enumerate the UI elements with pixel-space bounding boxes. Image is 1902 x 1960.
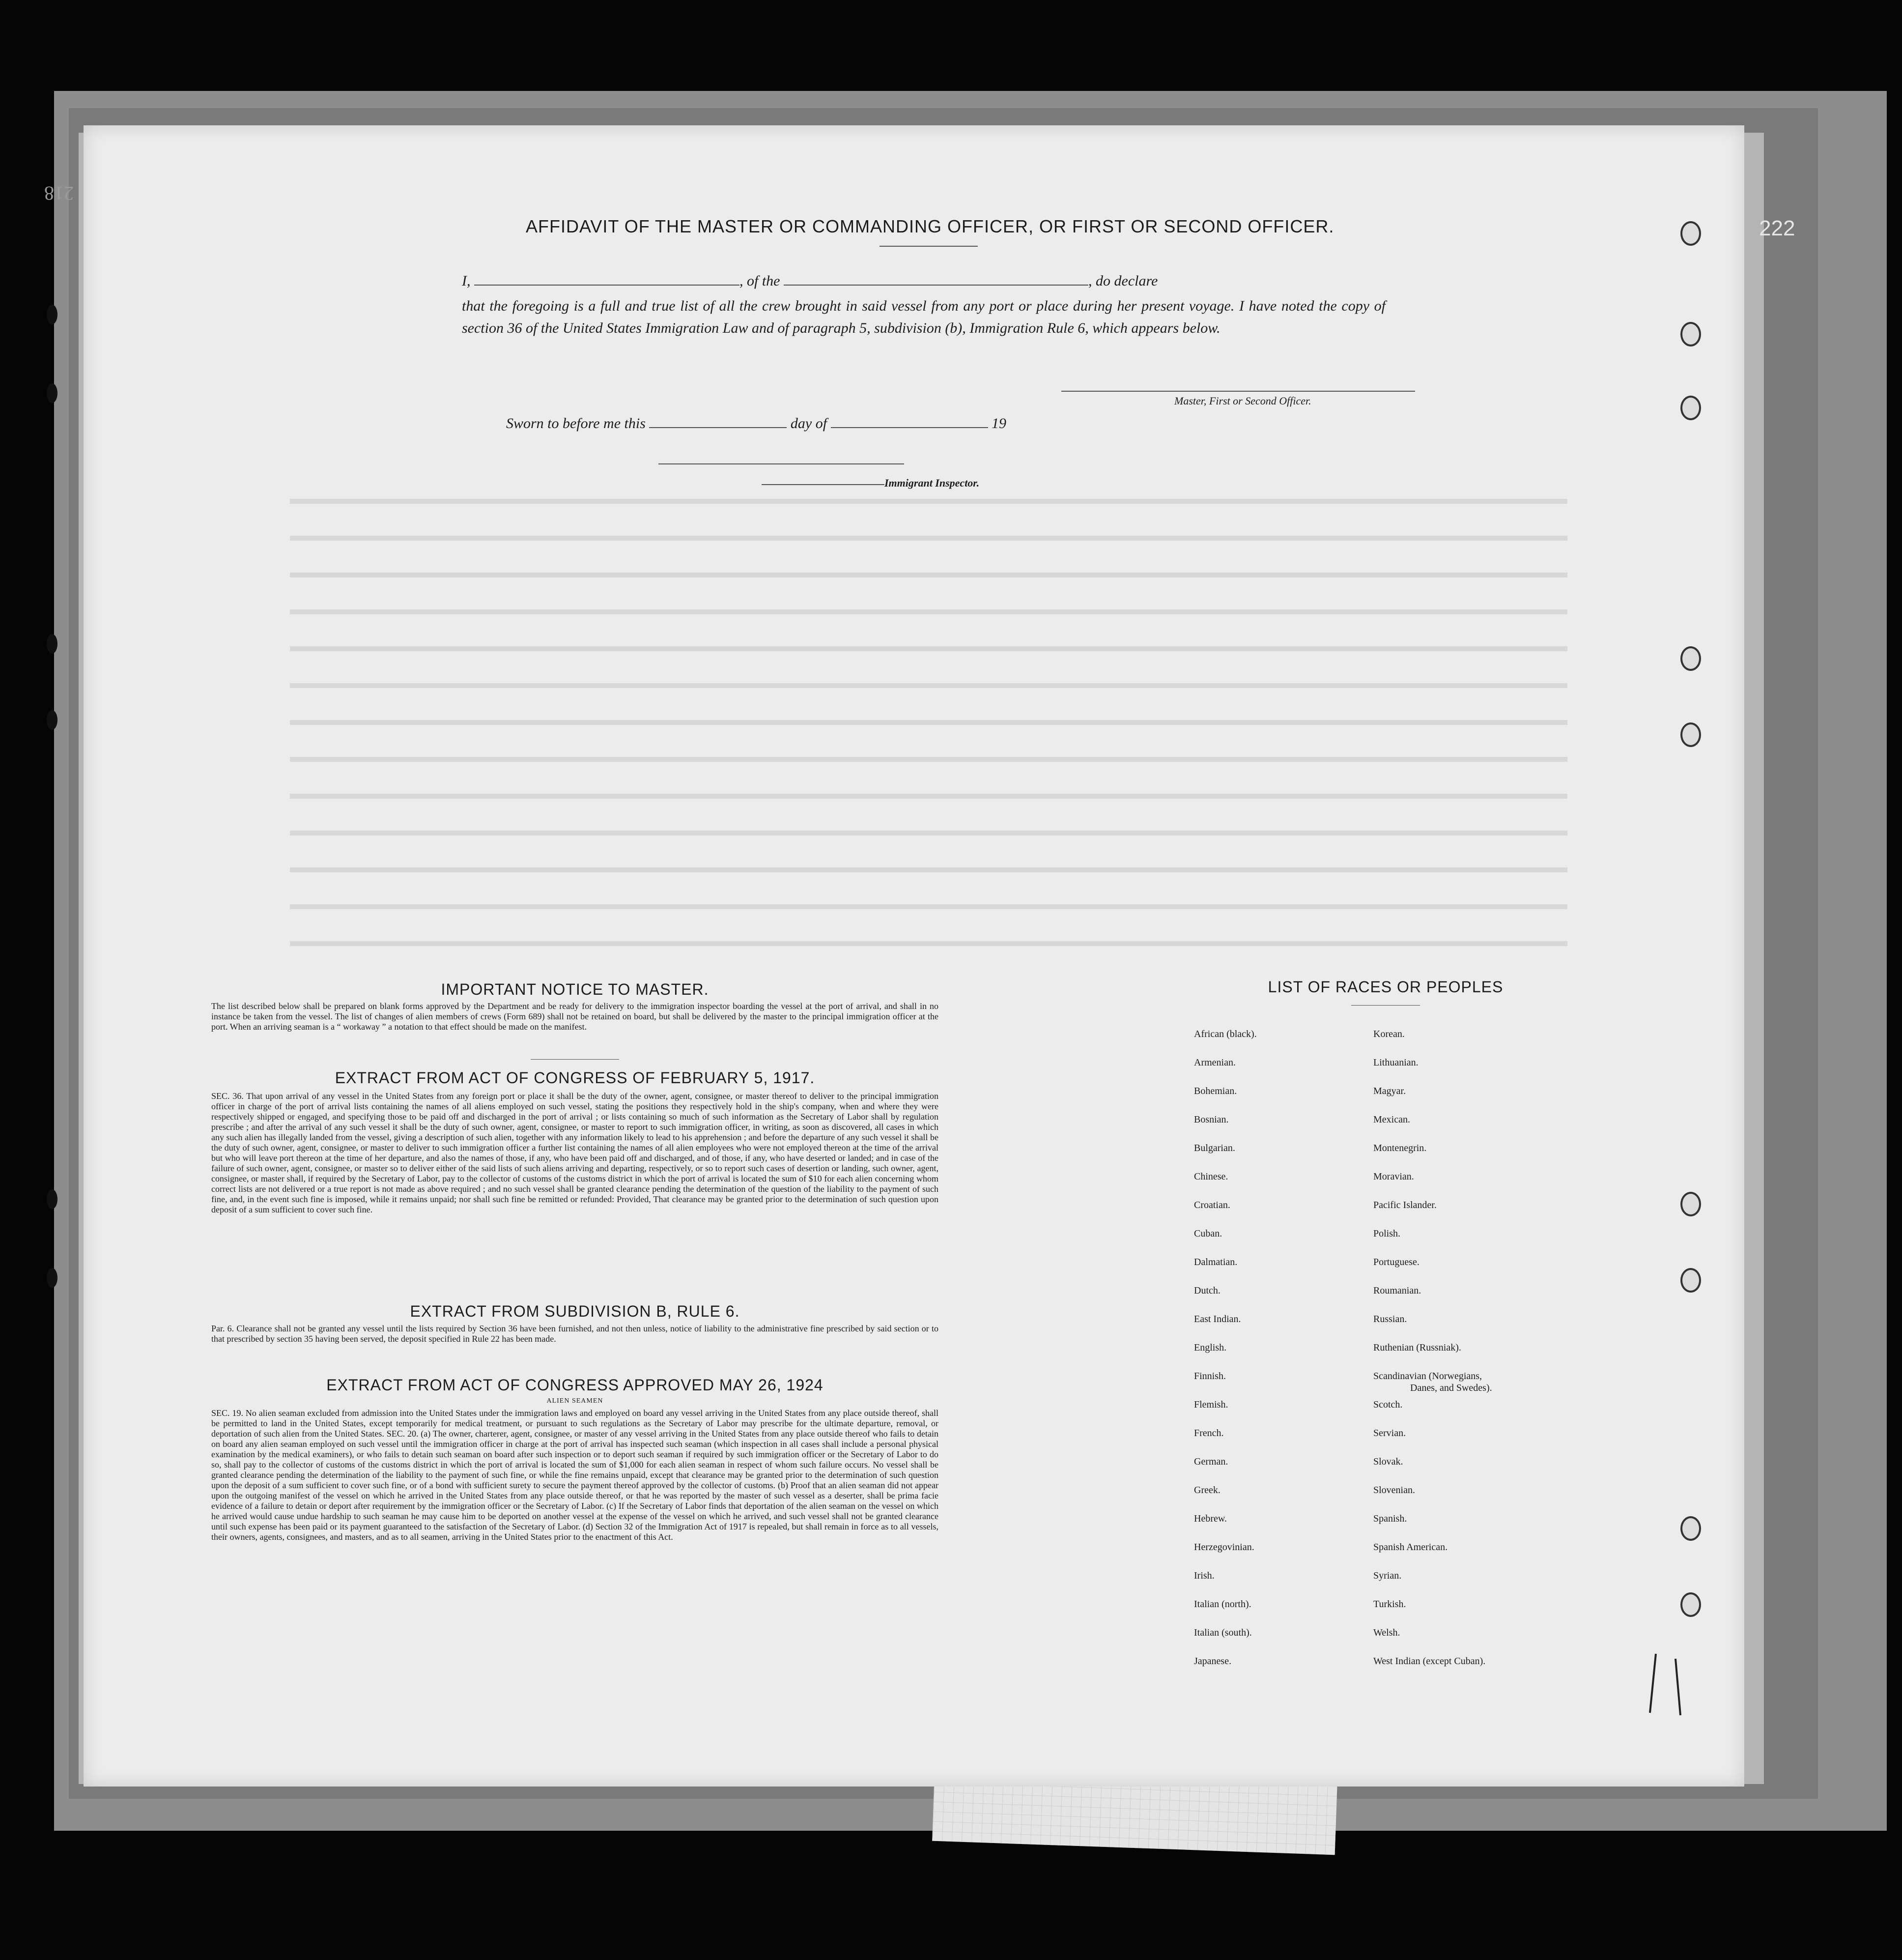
- race-right-item: Scandinavian (Norwegians,: [1373, 1371, 1482, 1382]
- race-right-item: Roumanian.: [1373, 1285, 1421, 1296]
- race-left-item: Chinese.: [1194, 1171, 1228, 1182]
- notice-text: The list described below shall be prepared on blank forms approved by the Department and be ready for delivery to the immigration inspector boarding the vessel at the port of arrival, and shall in no instance be taken from the vessel. The list of changes of alien members of crews (Form 689) shall not be retained on board, but shall be delivered by the master to the principal immigration officer at the port. When an arriving seaman is a “ workaway ” a notation to that effect should be made on the manifest.: [211, 1001, 938, 1032]
- binder-hole-icon: [1680, 322, 1701, 346]
- declaration-i: I,: [462, 273, 471, 289]
- race-right-item: Mexican.: [1373, 1114, 1410, 1125]
- declaration-of-the: , of the: [739, 273, 780, 289]
- race-right-item: Slovenian.: [1373, 1485, 1415, 1496]
- binding-clip-icon: [47, 710, 57, 730]
- race-left-item: Bulgarian.: [1194, 1143, 1235, 1153]
- race-left-item: Irish.: [1194, 1570, 1215, 1581]
- race-right-item: Scotch.: [1373, 1399, 1403, 1410]
- race-left-item: African (black).: [1194, 1029, 1257, 1039]
- race-left-item: Italian (south).: [1194, 1627, 1252, 1638]
- race-right-item: Korean.: [1373, 1029, 1405, 1039]
- ghost-row: [290, 794, 1567, 799]
- act-1924-text: SEC. 19. No alien seaman excluded from admission into the United States under the immigration laws and employed on board any vessel arriving in the United States from any place outside thereof, shall be permitted to land in the United States, except temporarily for medical treatment, or pursuant to such regulations as the Secretary of Labor may prescribe for the ultimate departure, removal, or deportation of such alien from the United States. SEC. 20. (a) The owner, charterer, agent, consignee, or master of any vessel arriving in the United States from any place outside thereof who fails to detain on board any alien seaman employed on such vessel until the immigration officer in charge at the port of arrival has inspected such seaman (which inspection in all cases shall include a personal physical examination by the medical examiners), or who fails to detain such seaman on board after such inspection or to deport such seaman if required by such immigration officer or the Secretary of Labor to do so, shall pay to the collector of customs of the customs district in which the port of arrival is located the sum of $1,000 for each alien seaman in respect of whom such failure occurs. No vessel shall be granted clearance pending the determination of the liability to the payment of such fine, or while the fine remains unpaid, except that clearance may be granted prior to the determination of such question upon the deposit of a sum sufficient to cover such fine, or of a bond with sufficient surety to secure the payment thereof approved by the collector of customs. (b) Proof that an alien seaman did not appear upon the outgoing manifest of the vessel on which he arrived in the United States from any place outside thereof, or that he was reported by the master of such vessel as a deserter, shall be prima facie evidence of a failure to detain or deport after requirement by the immigration officer or the Secretary of Labor. (c) If the Secretary of Labor finds that deportation of the alien seaman on the vessel on which he arrived would cause undue hardship to such seaman he may cause him to be deported on another vessel at the expense of the vessel on which he arrived, and such vessel shall not be granted clearance until such expense has been paid or its payment guaranteed to the satisfaction of the Secretary of Labor. (d) Section 32 of the Immigration Act of 1917 is repealed, but shall remain in force as to all vessels, their owners, agents, consignees, and masters, and as to all seamen, arriving in the United States prior to the enactment of this Act.: [211, 1408, 938, 1542]
- faint-stamp-number: 218: [44, 182, 74, 204]
- binder-hole-icon: [1680, 396, 1701, 420]
- notice-title: IMPORTANT NOTICE TO MASTER.: [441, 980, 709, 998]
- race-left-item: Japanese.: [1194, 1656, 1232, 1667]
- binder-hole-icon: [1680, 722, 1701, 747]
- race-left-item: Flemish.: [1194, 1399, 1228, 1410]
- race-right-item: Welsh.: [1373, 1627, 1400, 1638]
- declarant-name-blank: [474, 285, 739, 286]
- form-page: [84, 125, 1744, 1787]
- race-right-item: Servian.: [1373, 1428, 1406, 1439]
- subdivision-b-title: EXTRACT FROM SUBDIVISION B, RULE 6.: [410, 1302, 740, 1320]
- race-left-item: Hebrew.: [1194, 1513, 1227, 1524]
- ghost-row: [290, 904, 1567, 909]
- binder-hole-icon: [1680, 1592, 1701, 1617]
- ghost-row: [290, 609, 1567, 614]
- race-left-item: Cuban.: [1194, 1228, 1222, 1239]
- race-right-item: Lithuanian.: [1373, 1057, 1419, 1068]
- ghost-row: [290, 941, 1567, 946]
- race-right-item: Slovak.: [1373, 1456, 1403, 1467]
- race-right-item: Spanish American.: [1373, 1542, 1448, 1553]
- page-number: 222: [1759, 216, 1795, 240]
- binder-hole-icon: [1680, 1516, 1701, 1541]
- binding-clip-icon: [47, 383, 57, 403]
- race-left-item: English.: [1194, 1342, 1227, 1353]
- ghost-row: [290, 646, 1567, 651]
- race-right-item: Montenegrin.: [1373, 1143, 1427, 1153]
- ghost-row: [290, 499, 1567, 504]
- binder-hole-icon: [1680, 1268, 1701, 1293]
- race-right-item: Pacific Islander.: [1373, 1200, 1437, 1211]
- vessel-name-blank: [784, 285, 1088, 286]
- affidavit-title: AFFIDAVIT OF THE MASTER OR COMMANDING OFFICER, OR FIRST OR SECOND OFFICER.: [526, 216, 1334, 236]
- ghost-row: [290, 720, 1567, 725]
- ghost-row: [290, 683, 1567, 688]
- race-left-item: Dutch.: [1194, 1285, 1221, 1296]
- ghost-row: [290, 831, 1567, 836]
- sworn-month-blank: [831, 427, 988, 428]
- race-right-item: Spanish.: [1373, 1513, 1407, 1524]
- divider: [531, 1059, 619, 1060]
- races-title: LIST OF RACES OR PEOPLES: [1268, 978, 1504, 996]
- binding-clip-icon: [47, 1268, 57, 1288]
- race-left-item: Bosnian.: [1194, 1114, 1229, 1125]
- inspector-short-line: [762, 484, 884, 485]
- race-left-item: East Indian.: [1194, 1314, 1241, 1325]
- race-left-item: French.: [1194, 1428, 1224, 1439]
- race-left-item: Bohemian.: [1194, 1086, 1237, 1096]
- subdivision-b-text: Par. 6. Clearance shall not be granted any vessel until the lists required by Section 36 have been furnished, and not then unless, notice of liability to the administrative fine prescribed by said section or to that prescribed by section 35 having been served, the deposit specified in Rule 22 has been made.: [211, 1324, 938, 1344]
- ghost-row: [290, 536, 1567, 541]
- race-left-item: Herzegovinian.: [1194, 1542, 1254, 1553]
- sworn-day-blank: [649, 427, 787, 428]
- race-left-item: Greek.: [1194, 1485, 1221, 1496]
- binding-clip-icon: [47, 1189, 57, 1209]
- race-left-item: Armenian.: [1194, 1057, 1236, 1068]
- race-right-item: West Indian (except Cuban).: [1373, 1656, 1486, 1667]
- race-left-item: Croatian.: [1194, 1200, 1230, 1211]
- affidavit-declaration-line: [462, 273, 1158, 289]
- race-right-item: Moravian.: [1373, 1171, 1414, 1182]
- race-right-item: Syrian.: [1373, 1570, 1402, 1581]
- signature-label: Master, First or Second Officer.: [1174, 395, 1311, 407]
- race-left-item: Italian (north).: [1194, 1599, 1251, 1610]
- race-right-item: Turkish.: [1373, 1599, 1406, 1610]
- signature-line: [1061, 391, 1415, 392]
- sworn-day-of: day of: [790, 415, 827, 432]
- ghost-row: [290, 573, 1567, 577]
- handwritten-tick-marks: [1646, 1649, 1690, 1718]
- inspector-signature-line: [658, 463, 904, 464]
- binding-clip-icon: [47, 634, 57, 654]
- race-left-item: Finnish.: [1194, 1371, 1226, 1382]
- sworn-year: 19: [992, 415, 1007, 432]
- race-right-item: Magyar.: [1373, 1086, 1406, 1096]
- act-1924-title: EXTRACT FROM ACT OF CONGRESS APPROVED MAY 26, 1924: [326, 1376, 823, 1394]
- affidavit-paragraph: that the foregoing is a full and true list of all the crew brought in said vessel from any port or place during her present voyage. I have noted the copy of section 36 of the United States Immigration Law and of paragraph 5, subdivision (b), Immigration Rule 6, which appears below.: [462, 298, 1386, 336]
- act-1924-subtitle: ALIEN SEAMEN: [546, 1397, 603, 1405]
- binding-clip-icon: [47, 305, 57, 324]
- inspector-label: Immigrant Inspector.: [884, 477, 980, 489]
- race-left-item: German.: [1194, 1456, 1228, 1467]
- divider: [1351, 1005, 1420, 1006]
- binder-hole-icon: [1680, 646, 1701, 671]
- sworn-prefix: Sworn to before me this: [506, 415, 646, 432]
- binder-hole-icon: [1680, 221, 1701, 246]
- race-right-item: Ruthenian (Russniak).: [1373, 1342, 1461, 1353]
- race-left-item: Dalmatian.: [1194, 1257, 1238, 1268]
- race-right-item-continued: Danes, and Swedes).: [1410, 1383, 1492, 1393]
- sworn-statement: [506, 415, 1006, 432]
- ghost-row: [290, 867, 1567, 872]
- ghost-row: [290, 757, 1567, 762]
- act-1917-text: SEC. 36. That upon arrival of any vessel in the United States from any foreign port or place it shall be the duty of the owner, agent, consignee, or master thereof to deliver to the principal immigration officer in charge of the port of arrival lists containing the names of all aliens employed on such vessel, stating the positions they respectively hold in the ship's company, when and where they were respectively shipped or engaged, and specifying those to be paid off and discharged in the port of arrival ; or lists containing so much of such information as the Secretary of Labor shall by regulation prescribe ; and after the arrival of any such vessel it shall be the duty of such owner, agent, consignee, or master to report to such immigration officer, in writing, as soon as discovered, all cases in which any such alien has illegally landed from the vessel, giving a description of such alien, together with any information likely to lead to his apprehension ; and before the departure of any such vessel it shall be the duty of such owner, agent, consignee, or master to deliver to such immigration officer a further list containing the names of all alien employees who were not employed thereon at the time of the arrival but who will leave port thereon at the time of her departure, and also the names of those, if any, who have been paid off and discharged, and of those, if any, who have deserted or landed; and in case of the failure of such owner, agent, consignee, or master so to deliver either of the said lists of such aliens arriving and departing, respectively, or so to report such cases of desertion or landing, such owner, agent, consignee, or master shall, if required by the Secretary of Labor, pay to the collector of customs of the customs district in which the port of arrival is located the sum of $10 for each alien concerning whom correct lists are not delivered or a true report is not made as above required ; and no such vessel shall be granted clearance pending the determination of the question of the liability to the payment of such fine, and, in the event such fine is imposed, while it remains unpaid; nor shall such fine be remitted or refunded: Provided, That clearance may be granted prior to the determination of such question upon deposit of a sum sufficient to cover such fine.: [211, 1091, 938, 1214]
- declaration-declare: , do declare: [1088, 273, 1158, 289]
- race-right-item: Portuguese.: [1373, 1257, 1419, 1268]
- act-1917-title: EXTRACT FROM ACT OF CONGRESS OF FEBRUARY 5, 1917.: [335, 1069, 815, 1087]
- race-right-item: Polish.: [1373, 1228, 1401, 1239]
- binder-hole-icon: [1680, 1192, 1701, 1216]
- race-right-item: Russian.: [1373, 1314, 1407, 1325]
- title-underline: [880, 246, 978, 247]
